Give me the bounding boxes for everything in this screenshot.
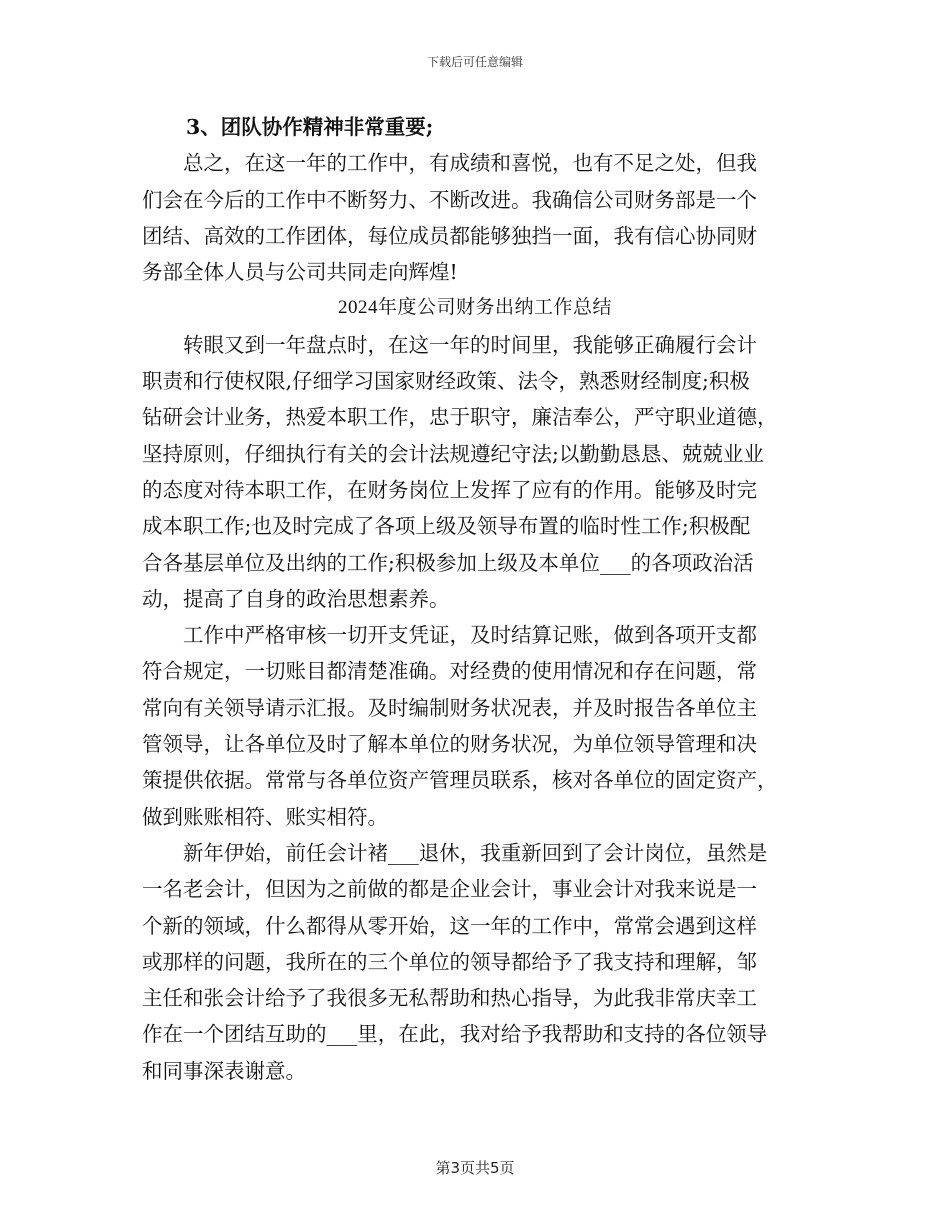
- paragraph-line: 管领导，让各单位及时了解本单位的财务状况，为单位领导管理和决: [142, 732, 757, 757]
- paragraph-line: 团结、高效的工作团体，每位成员都能够独挡一面，我有信心协同财: [142, 223, 757, 248]
- document-title: 2024年度公司财务出纳工作总结: [337, 297, 612, 319]
- paragraph-line: 做到账账相符、账实相符。: [142, 804, 388, 829]
- paragraph-line: 务部全体人员与公司共同走向辉煌!: [142, 260, 458, 285]
- paragraph-line: 一名老会计，但因为之前做的都是企业会计，事业会计对我来说是一: [142, 877, 757, 902]
- paragraph-1: [142, 327, 808, 617]
- paragraph-2: [142, 617, 808, 835]
- paragraph-line: 职责和行使权限,仔细学习国家财经政策、法令，熟悉财经制度;积极: [142, 369, 750, 394]
- paragraph-line: 或那样的问题，我所在的三个单位的领导都给予了我支持和理解，邹: [142, 949, 757, 974]
- paragraph-line: 钻研会计业务，热爱本职工作，忠于职守，廉洁奉公，严守职业道德，: [142, 405, 778, 430]
- paragraph-line: 工作中严格审核一切开支凭证，及时结算记账，做到各项开支都: [142, 623, 757, 648]
- paragraph-line: 主任和张会计给予了我很多无私帮助和热心指导，为此我非常庆幸工: [142, 986, 757, 1011]
- paragraph-line: 成本职工作;也及时完成了各项上级及领导布置的临时性工作;积极配: [142, 514, 751, 539]
- paragraph-line: 坚持原则，仔细执行有关的会计法规遵纪守法;以勤勤恳恳、兢兢业业: [142, 441, 764, 466]
- page-number: 第3页共5页: [435, 1159, 515, 1177]
- paragraph-line: 符合规定，一切账目都清楚准确。对经费的使用情况和存在问题，常: [142, 659, 757, 684]
- paragraph-line: 合各基层单位及出纳的工作;积极参加上级及本单位___的各项政治活: [142, 550, 754, 575]
- paragraph-line: 和同事深表谢意。: [142, 1058, 306, 1083]
- paragraph-line: 常向有关领导请示汇报。及时编制财务状况表，并及时报告各单位主: [142, 695, 757, 720]
- document-body: [142, 109, 808, 1089]
- header-note: 下载后可任意编辑: [426, 55, 523, 69]
- paragraph-line: 转眼又到一年盘点时，在这一年的时间里，我能够正确履行会计: [142, 332, 757, 357]
- paragraph-line: 动，提高了自身的政治思想素养。: [142, 586, 450, 611]
- paragraph-line: 策提供依据。常常与各单位资产管理员联系，核对各单位的固定资产，: [142, 768, 778, 793]
- paragraph-3: [142, 835, 808, 1089]
- paragraph-line: 作在一个团结互助的___里，在此，我对给予我帮助和支持的各位领导: [142, 1022, 768, 1047]
- paragraph-line: 总之，在这一年的工作中，有成绩和喜悦，也有不足之处，但我: [142, 151, 757, 176]
- closing-paragraph: [142, 145, 808, 290]
- paragraph-line: 个新的领域，什么都得从零开始，这一年的工作中，常常会遇到这样: [142, 913, 757, 938]
- paragraph-line: 们会在今后的工作中不断努力、不断改进。我确信公司财务部是一个: [142, 187, 757, 212]
- section-heading: 3、团队协作精神非常重要;: [186, 115, 434, 139]
- paragraph-line: 的态度对待本职工作，在财务岗位上发挥了应有的作用。能够及时完: [142, 477, 757, 502]
- paragraph-line: 新年伊始，前任会计褚___退休，我重新回到了会计岗位，虽然是: [142, 840, 768, 865]
